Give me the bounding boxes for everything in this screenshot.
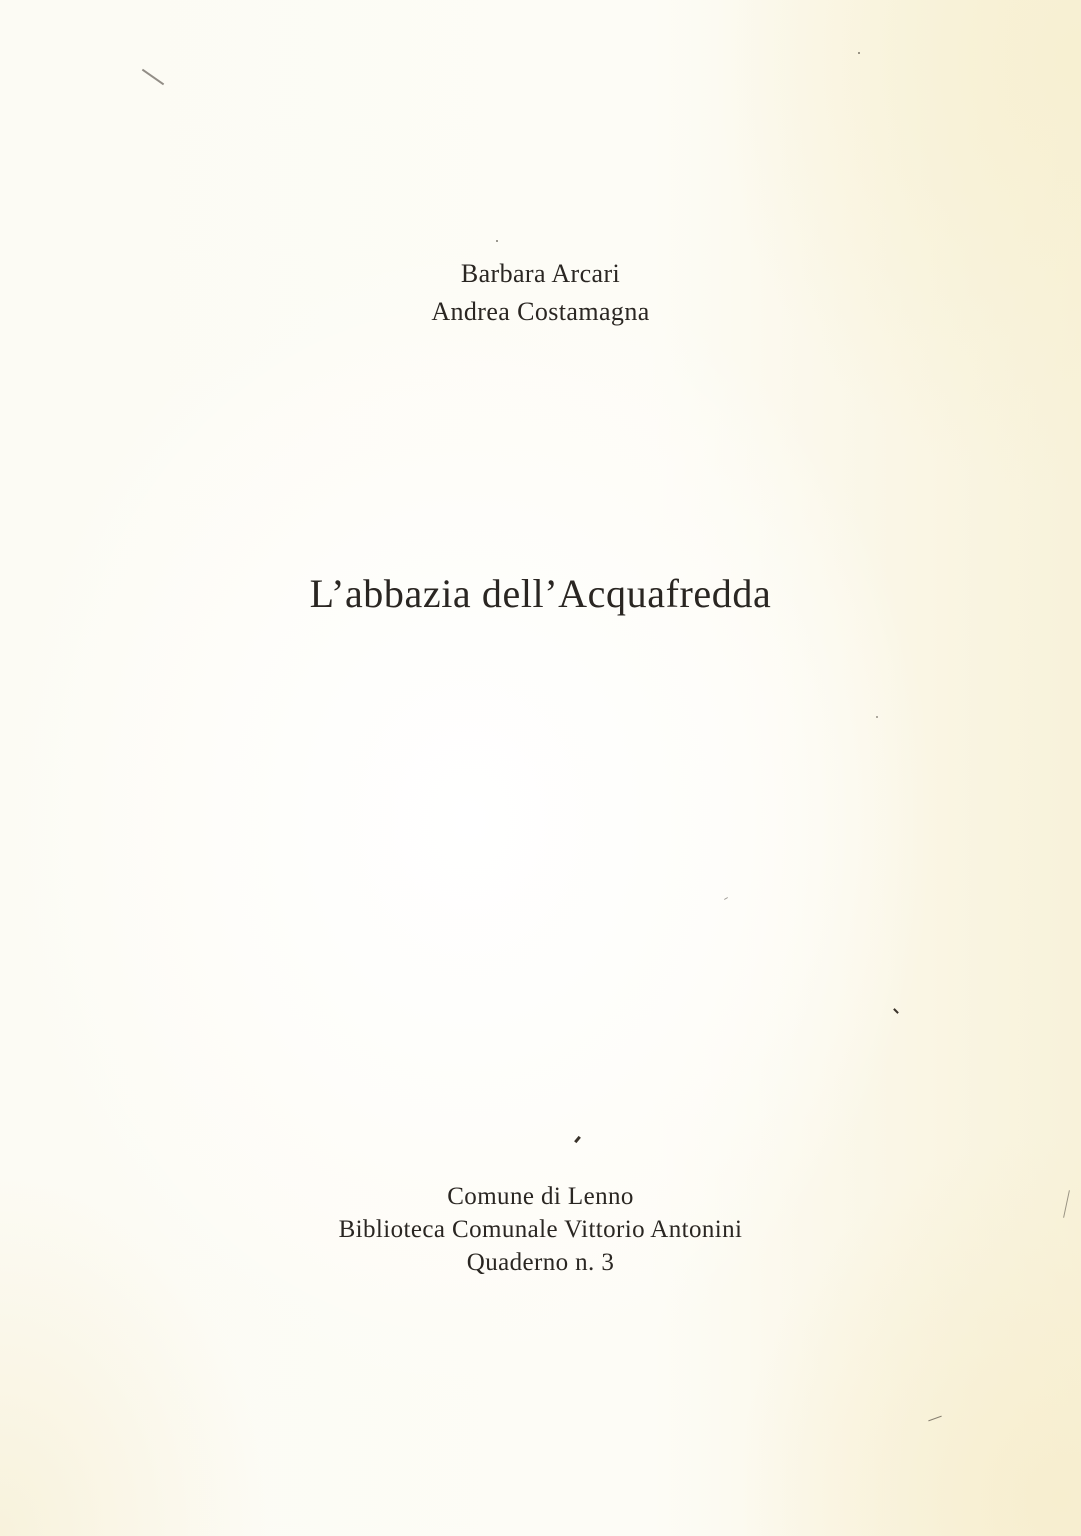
paper-speck <box>858 52 860 54</box>
authors-block <box>0 255 1081 331</box>
paper-speck <box>893 1008 899 1014</box>
library-name: Biblioteca Comunale Vittorio Antonini <box>338 1216 743 1243</box>
paper-speck <box>928 1416 941 1422</box>
series-number: Quaderno n. 3 <box>466 1249 615 1276</box>
paper-speck <box>876 716 878 718</box>
book-title: L’abbazia dell’Acquafredda <box>309 571 772 616</box>
publisher-block <box>0 1180 1081 1279</box>
paper-speck <box>496 240 498 242</box>
paper-speck <box>142 69 164 86</box>
author-name: Barbara Arcari <box>460 259 621 288</box>
paper-speck <box>574 1136 581 1143</box>
municipality: Comune di Lenno <box>447 1183 634 1210</box>
author-name: Andrea Costamagna <box>431 297 650 326</box>
paper-speck <box>724 897 728 900</box>
